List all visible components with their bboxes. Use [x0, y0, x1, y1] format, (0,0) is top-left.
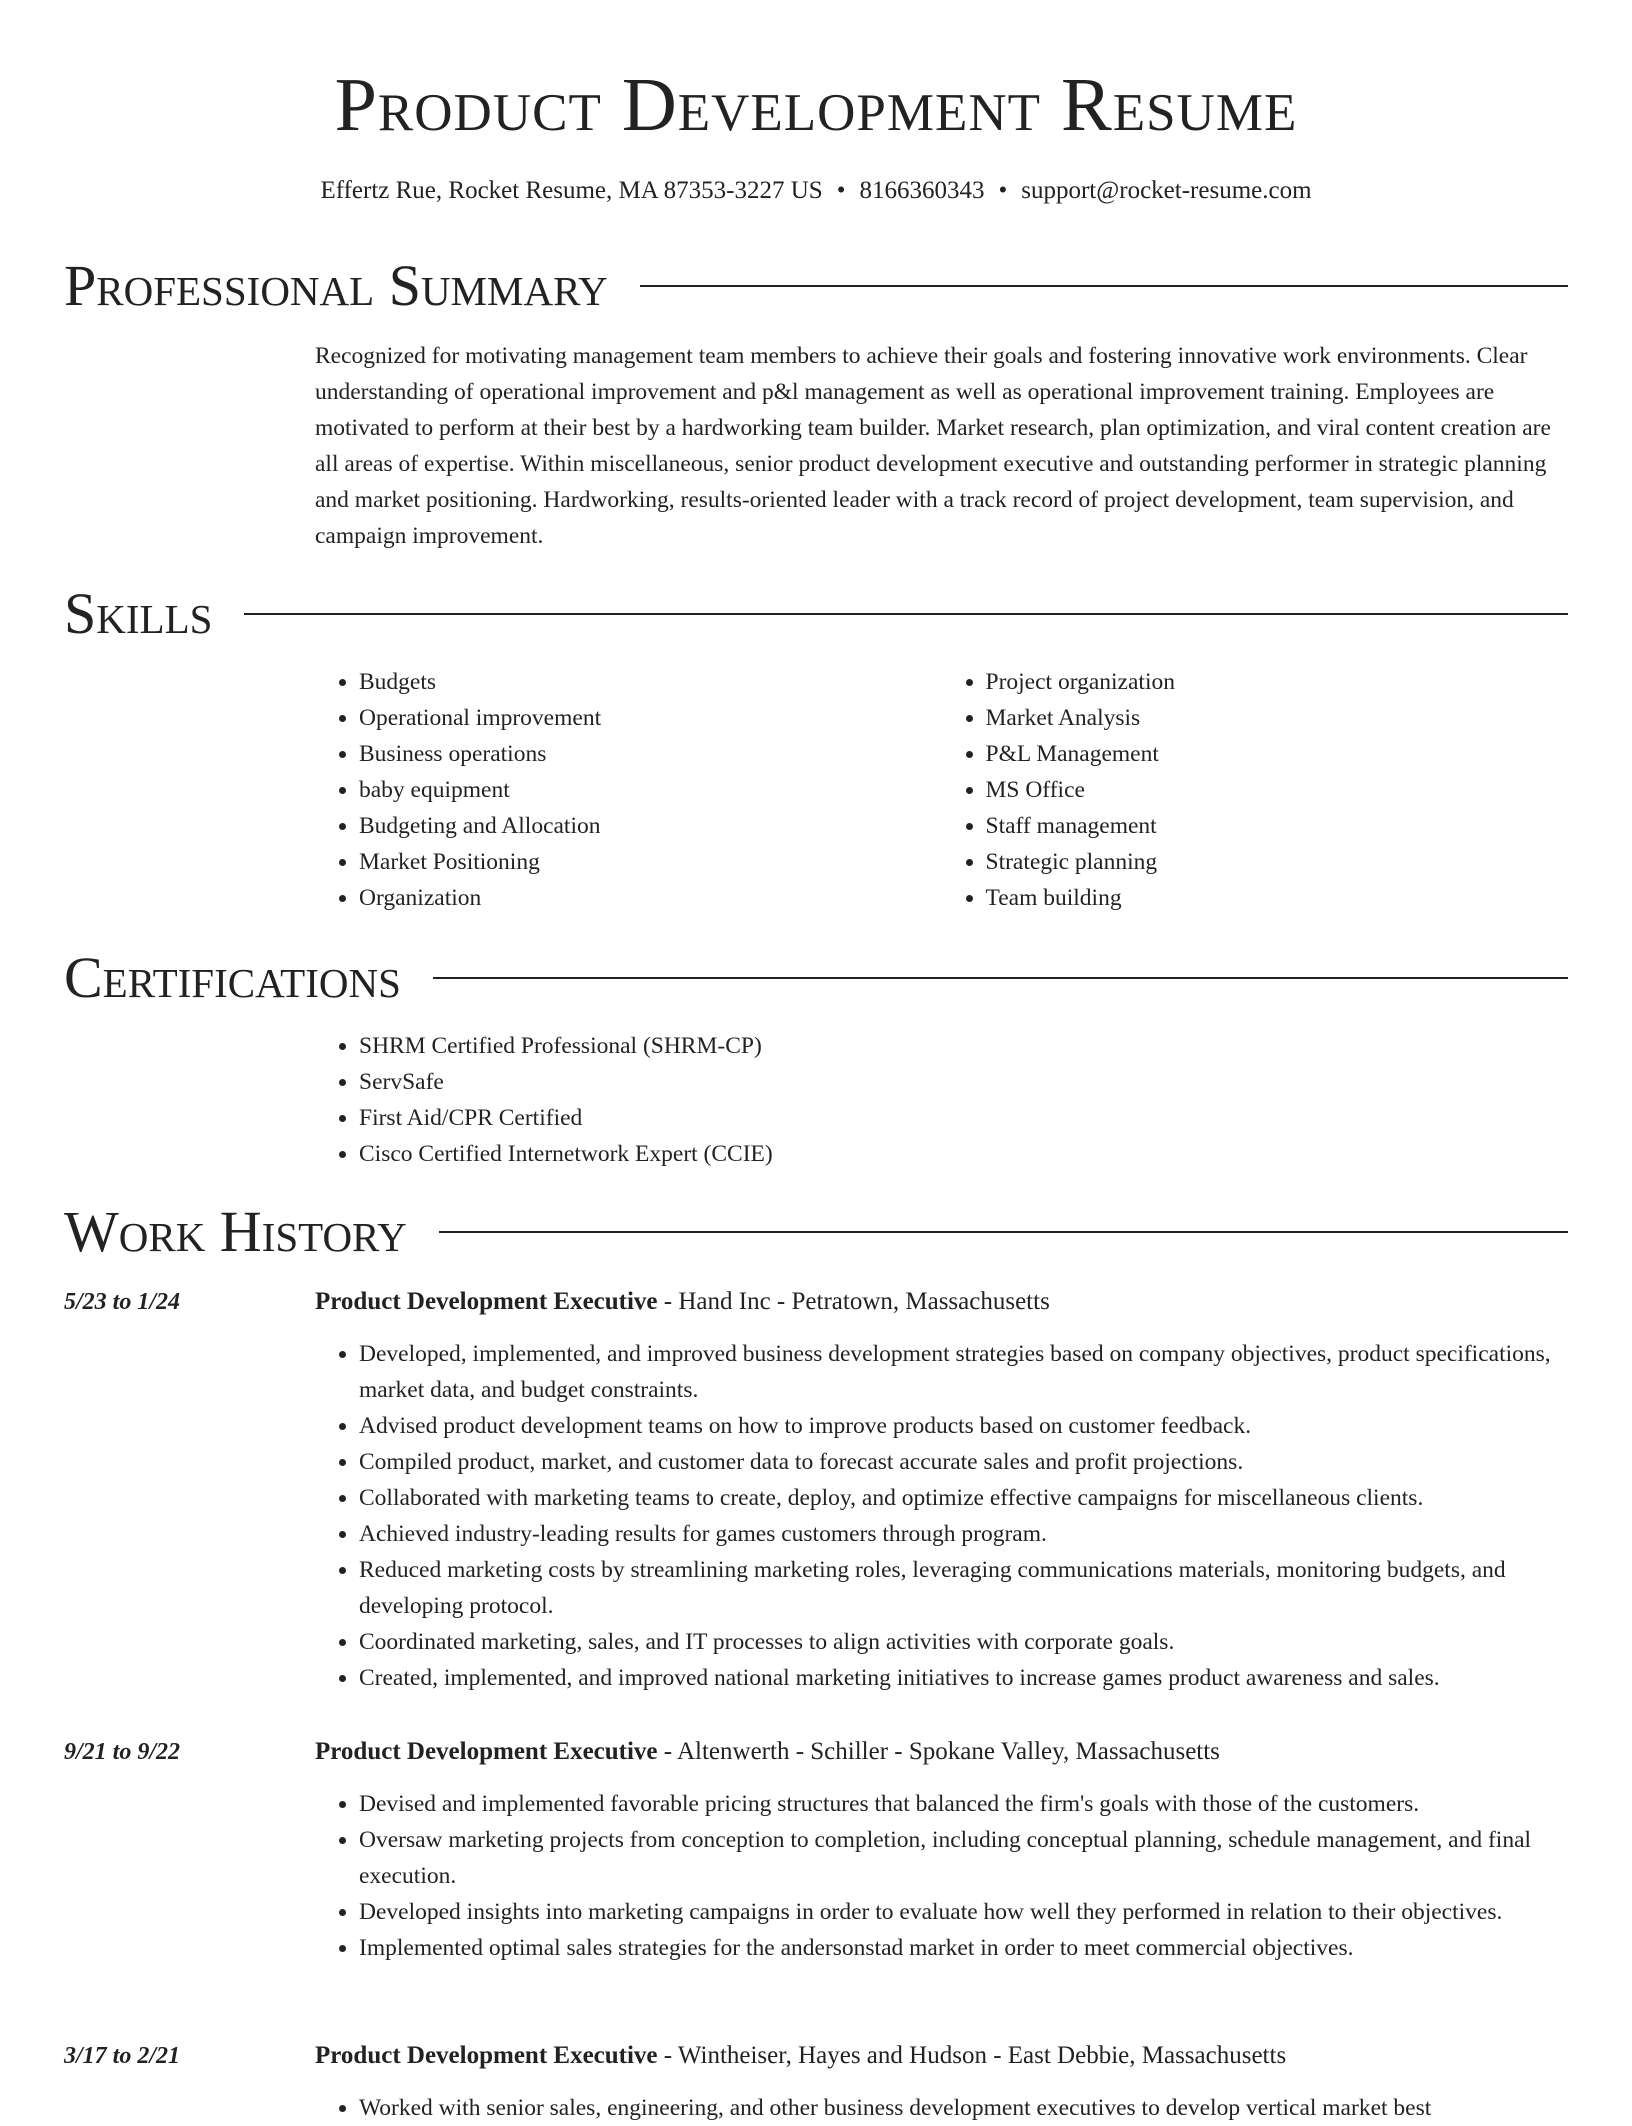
- skill-item: • P&L Management: [986, 736, 1569, 772]
- job-dates: 5/23 to 1/24: [64, 1289, 181, 1315]
- job-dates: 9/21 to 9/22: [64, 1739, 181, 1765]
- duty-item: • Worked with senior sales, engineering, and other business development executives to develop vertical market best: [359, 2090, 1612, 2126]
- contact-line: [0, 174, 1632, 208]
- job-duties: [315, 1786, 1612, 1966]
- work-section-header: [64, 1200, 1568, 1264]
- duty-item: • Collaborated with marketing teams to create, deploy, and optimize effective campaigns for miscellaneous clients.: [359, 1480, 1612, 1516]
- job-role: Product Development Executive: [315, 1738, 658, 1765]
- phone: 8166360343: [859, 177, 985, 204]
- certifications-section-header: [64, 946, 1568, 1010]
- summary-section-header: [64, 254, 1568, 318]
- duty-item: • Achieved industry-leading results for games customers through program.: [359, 1516, 1612, 1552]
- job-duties: [315, 2090, 1612, 2126]
- skill-item: • Strategic planning: [986, 844, 1569, 880]
- job-dates: 3/17 to 2/21: [64, 2043, 181, 2069]
- skill-item: • Organization: [359, 880, 942, 916]
- skills-list-left: [315, 664, 942, 916]
- job-company: - Altenwerth - Schiller - Spokane Valley, Massachusetts: [657, 1738, 1220, 1765]
- certification-item: • ServSafe: [359, 1064, 1568, 1100]
- skills-grid: [315, 664, 1568, 916]
- job-header: [315, 1734, 1220, 1770]
- duty-item: • Coordinated marketing, sales, and IT processes to align activities with corporate goals.: [359, 1624, 1612, 1660]
- job-role: Product Development Executive: [315, 1288, 658, 1315]
- certification-item: • SHRM Certified Professional (SHRM-CP): [359, 1028, 1568, 1064]
- skill-item: • Market Analysis: [986, 700, 1569, 736]
- skill-item: • Staff management: [986, 808, 1569, 844]
- duty-item: • Reduced marketing costs by streamlining marketing roles, leveraging communications materials, monitoring budgets, and developing protocol.: [359, 1552, 1612, 1624]
- address: Effertz Rue, Rocket Resume, MA 87353-3227 US: [320, 177, 823, 204]
- certification-item: • Cisco Certified Internetwork Expert (CCIE): [359, 1136, 1568, 1172]
- job-company: - Hand Inc - Petratown, Massachusetts: [657, 1288, 1050, 1315]
- separator-dot: •: [836, 177, 846, 204]
- section-divider: [640, 285, 1568, 287]
- skill-item: • Operational improvement: [359, 700, 942, 736]
- certifications-body: [315, 1028, 1568, 1172]
- certifications-list: [315, 1028, 1568, 1172]
- skills-list-right: [942, 664, 1569, 916]
- summary-text: Recognized for motivating management team members to achieve their goals and fostering innovative work environments. Clear understanding of operational improvement and p&l management as well as operational improvement training. Employees are motivated to perform at their best by a hardworking team builder. Market research, plan optimization, and viral content creation are all areas of expertise. Within miscellaneous, senior product development executive and outstanding performer in strategic planning and market positioning. Hardworking, results-oriented leader with a track record of project development, team supervision, and campaign improvement.: [315, 343, 1551, 549]
- skills-body: [315, 664, 1568, 916]
- section-divider: [439, 1231, 1568, 1233]
- resume-title: Product Development Resume: [334, 63, 1298, 147]
- skill-item: • MS Office: [986, 772, 1569, 808]
- skill-item: • Team building: [986, 880, 1569, 916]
- job-header: [315, 2038, 1286, 2074]
- skill-item: • Budgets: [359, 664, 942, 700]
- summary-body: [315, 338, 1568, 554]
- email-link[interactable]: support@rocket-resume.com: [1021, 177, 1312, 204]
- certification-item: • First Aid/CPR Certified: [359, 1100, 1568, 1136]
- duty-item: • Oversaw marketing projects from conception to completion, including conceptual planning, schedule management, and final execution.: [359, 1822, 1612, 1894]
- summary-heading: Professional Summary: [64, 253, 608, 318]
- certifications-heading: Certifications: [64, 945, 401, 1010]
- section-divider: [433, 977, 1568, 979]
- duty-item: • Devised and implemented favorable pricing structures that balanced the firm's goals with those of the customers.: [359, 1786, 1612, 1822]
- skill-item: • Budgeting and Allocation: [359, 808, 942, 844]
- skill-item: • Market Positioning: [359, 844, 942, 880]
- duty-item: • Created, implemented, and improved national marketing initiatives to increase games product awareness and sales.: [359, 1660, 1612, 1696]
- duty-item: • Implemented optimal sales strategies for the andersonstad market in order to meet commercial objectives.: [359, 1930, 1612, 1966]
- work-heading: Work History: [64, 1199, 407, 1264]
- duty-item: • Developed, implemented, and improved business development strategies based on company objectives, product specifications, market data, and budget constraints.: [359, 1336, 1612, 1408]
- duty-item: • Compiled product, market, and customer data to forecast accurate sales and profit projections.: [359, 1444, 1612, 1480]
- duty-item: • Advised product development teams on how to improve products based on customer feedback.: [359, 1408, 1612, 1444]
- duty-item: • Developed insights into marketing campaigns in order to evaluate how well they performed in relation to their objectives.: [359, 1894, 1612, 1930]
- section-divider: [244, 613, 1568, 615]
- skill-item: • baby equipment: [359, 772, 942, 808]
- job-duties: [315, 1336, 1612, 1696]
- job-header: [315, 1284, 1050, 1320]
- skill-item: • Business operations: [359, 736, 942, 772]
- separator-dot: •: [998, 177, 1008, 204]
- skills-heading: Skills: [64, 581, 213, 646]
- job-role: Product Development Executive: [315, 2042, 658, 2069]
- job-company: - Wintheiser, Hayes and Hudson - East Debbie, Massachusetts: [657, 2042, 1287, 2069]
- skill-item: • Project organization: [986, 664, 1569, 700]
- skills-section-header: [64, 582, 1568, 646]
